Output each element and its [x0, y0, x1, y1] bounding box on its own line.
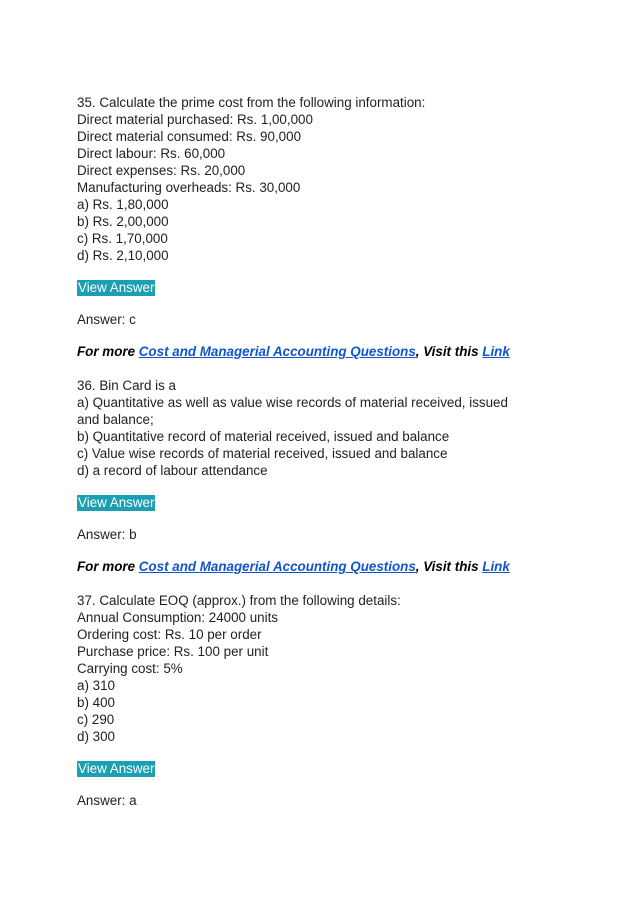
option-b: b) 400: [77, 695, 115, 710]
option-d: d) 300: [77, 729, 115, 744]
question-line: Ordering cost: Rs. 10 per order: [77, 627, 262, 642]
question-35: [77, 94, 598, 360]
option-c: c) Value wise records of material received, issued and balance: [77, 446, 448, 461]
view-answer-button[interactable]: View Answer: [78, 495, 155, 510]
visit-link[interactable]: Link: [482, 344, 510, 359]
question-line: Purchase price: Rs. 100 per unit: [77, 644, 269, 659]
question-line: Manufacturing overheads: Rs. 30,000: [77, 180, 301, 195]
option-b: b) Rs. 2,00,000: [77, 214, 169, 229]
question-line: 35. Calculate the prime cost from the following information:: [77, 95, 426, 110]
question-37: [77, 592, 598, 809]
more-middle: , Visit this: [415, 559, 483, 574]
option-d: d) a record of labour attendance: [77, 463, 268, 478]
answer-text: Answer: a: [77, 793, 137, 808]
question-line: Annual Consumption: 24000 units: [77, 610, 278, 625]
visit-link[interactable]: Link: [482, 559, 510, 574]
view-answer-button[interactable]: View Answer: [78, 280, 155, 295]
option-a: a) Rs. 1,80,000: [77, 197, 169, 212]
option-b: b) Quantitative record of material received, issued and balance: [77, 429, 450, 444]
question-line: 37. Calculate EOQ (approx.) from the following details:: [77, 593, 401, 608]
question-line: Direct expenses: Rs. 20,000: [77, 163, 246, 178]
question-text: [77, 592, 598, 745]
question-line: Direct material purchased: Rs. 1,00,000: [77, 112, 313, 127]
question-36: [77, 377, 598, 575]
question-line: Direct labour: Rs. 60,000: [77, 146, 226, 161]
option-a: a) 310: [77, 678, 115, 693]
option-c: c) Rs. 1,70,000: [77, 231, 168, 246]
more-prefix: For more: [77, 559, 139, 574]
question-text: [77, 377, 598, 479]
cost-accounting-questions-link[interactable]: Cost and Managerial Accounting Questions: [138, 344, 416, 359]
answer-text: Answer: b: [77, 527, 137, 542]
option-a: a) Quantitative as well as value wise records of material received, issued and balance;: [77, 395, 508, 427]
question-text: [77, 94, 598, 264]
view-answer-button[interactable]: View Answer: [78, 761, 155, 776]
question-line: Direct material consumed: Rs. 90,000: [77, 129, 302, 144]
question-line: Carrying cost: 5%: [77, 661, 183, 676]
more-questions-line: [77, 343, 598, 360]
cost-accounting-questions-link[interactable]: Cost and Managerial Accounting Questions: [138, 559, 416, 574]
option-c: c) 290: [77, 712, 115, 727]
more-questions-line: [77, 558, 598, 575]
option-d: d) Rs. 2,10,000: [77, 248, 169, 263]
more-middle: , Visit this: [415, 344, 483, 359]
more-prefix: For more: [77, 344, 139, 359]
answer-text: Answer: c: [77, 312, 136, 327]
question-line: 36. Bin Card is a: [77, 378, 176, 393]
